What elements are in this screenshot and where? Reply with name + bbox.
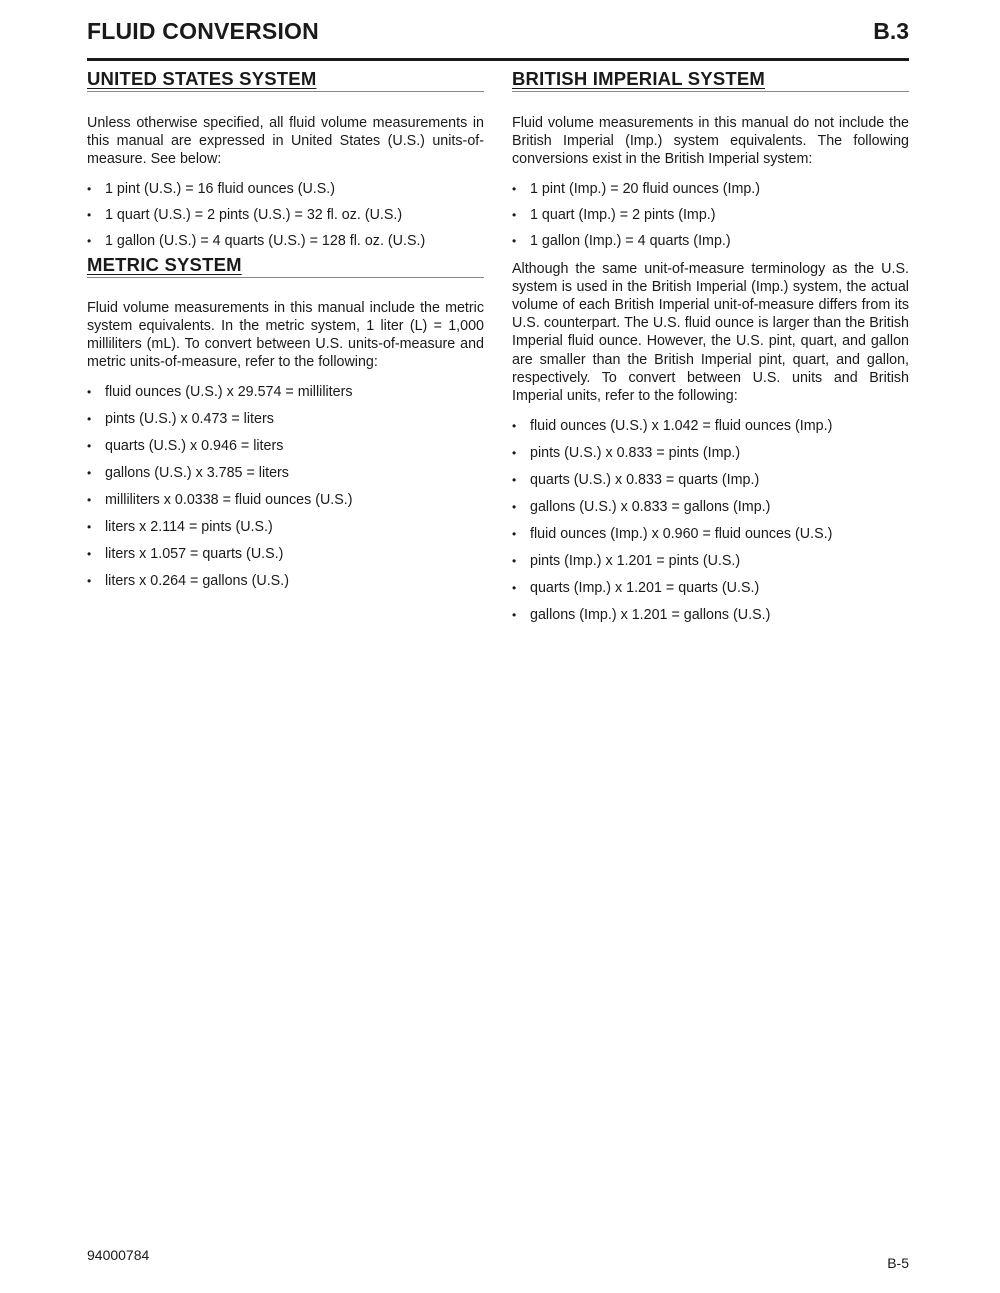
list-item: • liters x 2.114 = pints (U.S.) [87,518,484,536]
british-system-list [512,180,909,250]
list-item: • liters x 0.264 = gallons (U.S.) [87,572,484,590]
us-system-intro: Unless otherwise specified, all fluid volume measurements in this manual are expressed in United States (U.S.) units-of-measure. See below: [87,115,484,168]
metric-system-heading: METRIC SYSTEM [87,254,484,278]
list-item: • 1 gallon (Imp.) = 4 quarts (Imp.) [512,232,909,250]
us-system-list [87,180,484,250]
list-item: • quarts (U.S.) x 0.833 = quarts (Imp.) [512,471,909,489]
page-number: B-5 [887,1255,909,1271]
list-item: • fluid ounces (U.S.) x 1.042 = fluid ounces (Imp.) [512,417,909,435]
page-header [87,18,909,50]
list-item: • 1 quart (Imp.) = 2 pints (Imp.) [512,206,909,224]
british-system-intro: Fluid volume measurements in this manual do not include the British Imperial (Imp.) system equivalents. The following conversions exist in the British Imperial system: [512,115,909,168]
list-item: • fluid ounces (U.S.) x 29.574 = milliliters [87,383,484,401]
british-conversion-list [512,417,909,624]
left-column [87,68,484,590]
list-item: • gallons (U.S.) x 0.833 = gallons (Imp.) [512,498,909,516]
list-item: • 1 pint (U.S.) = 16 fluid ounces (U.S.) [87,180,484,198]
list-item: • fluid ounces (Imp.) x 0.960 = fluid ounces (U.S.) [512,525,909,543]
header-divider [87,58,909,61]
metric-system-intro: Fluid volume measurements in this manual include the metric system equivalents. In the metric system, 1 liter (L) = 1,000 milliliters (mL). To convert between U.S. units-of-measure and metric units-of-measure, refer to the following: [87,299,484,371]
right-column [512,68,909,624]
document-number: 94000784 [87,1247,150,1263]
list-item: • gallons (Imp.) x 1.201 = gallons (U.S.) [512,606,909,624]
list-item: • gallons (U.S.) x 3.785 = liters [87,464,484,482]
list-item: • pints (Imp.) x 1.201 = pints (U.S.) [512,552,909,570]
page-title: FLUID CONVERSION [87,18,319,44]
list-item: • 1 quart (U.S.) = 2 pints (U.S.) = 32 fl. oz. (U.S.) [87,206,484,224]
list-item: • 1 gallon (U.S.) = 4 quarts (U.S.) = 128 fl. oz. (U.S.) [87,232,484,250]
list-item: • pints (U.S.) x 0.473 = liters [87,410,484,428]
list-item: • quarts (U.S.) x 0.946 = liters [87,437,484,455]
british-system-heading: BRITISH IMPERIAL SYSTEM [512,68,909,92]
list-item: • liters x 1.057 = quarts (U.S.) [87,545,484,563]
list-item: • milliliters x 0.0338 = fluid ounces (U.S.) [87,491,484,509]
list-item: • quarts (Imp.) x 1.201 = quarts (U.S.) [512,579,909,597]
british-system-paragraph: Although the same unit-of-measure terminology as the U.S. system is used in the British Imperial (Imp.) system, the actual volume of each British Imperial unit-of-measure differs from its U.S. counterpart. The U.S. fluid ounce is larger than the British Imperial fluid ounce. However, the U.S. pint, quart, and gallon are smaller than the British Imperial pint, quart, and gallon, respectively. To convert between U.S. units and British Imperial units, refer to the following: [512,260,909,405]
list-item: • pints (U.S.) x 0.833 = pints (Imp.) [512,444,909,462]
section-number: B.3 [873,18,909,44]
metric-system-list [87,383,484,590]
list-item: • 1 pint (Imp.) = 20 fluid ounces (Imp.) [512,180,909,198]
us-system-heading: UNITED STATES SYSTEM [87,68,484,92]
